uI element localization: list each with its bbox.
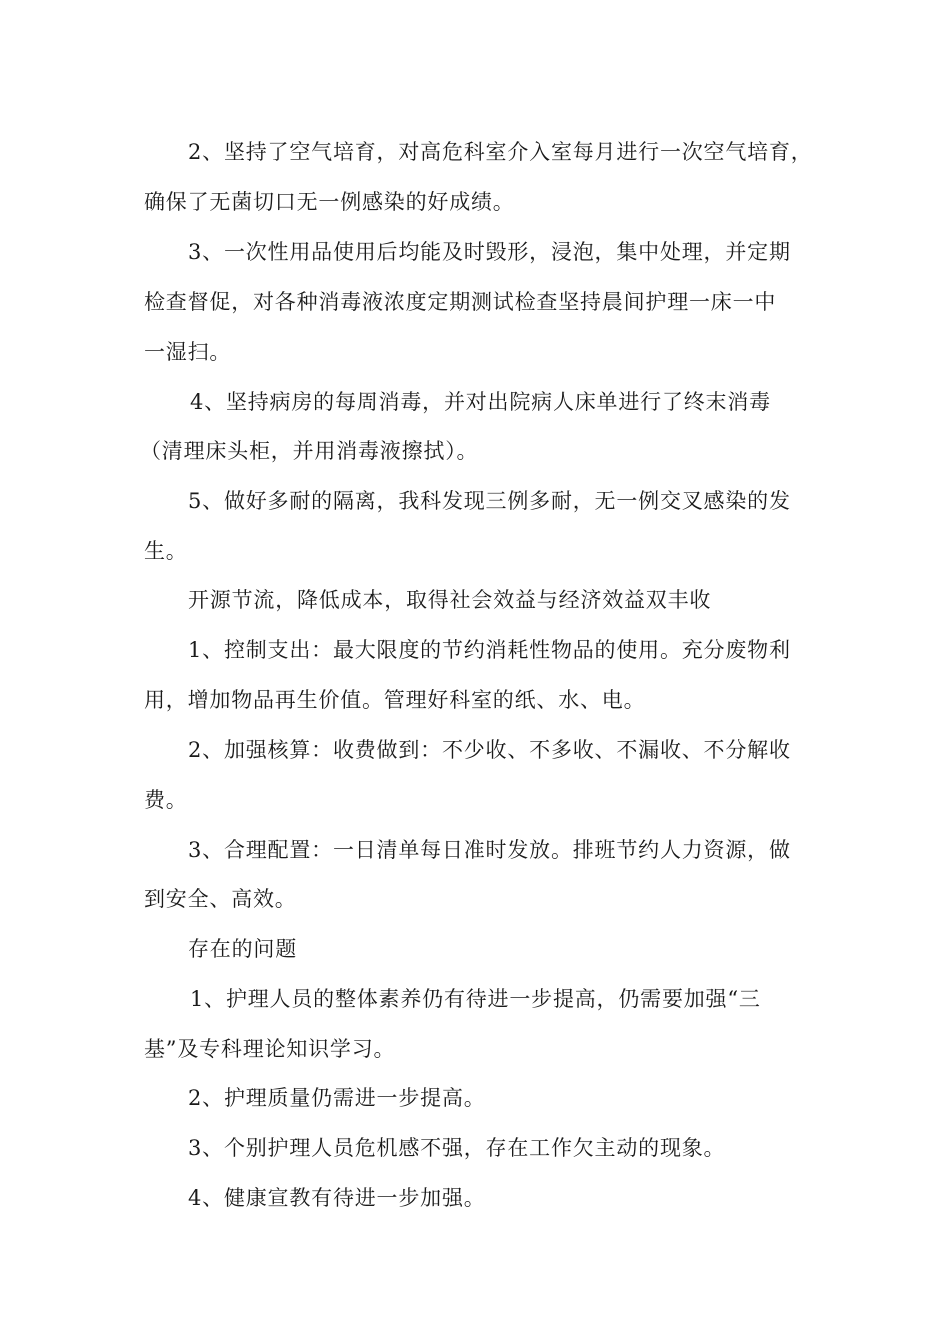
text-line: 一湿扫。: [144, 340, 232, 364]
text-line: 3、合理配置：一日清单每日准时发放。排班节约人力资源，做: [188, 838, 791, 862]
text-line: 3、个别护理人员危机感不强，存在工作欠主动的现象。: [188, 1136, 726, 1160]
text-line: 2、坚持了空气培育，对高危科室介入室每月进行一次空气培育，: [188, 140, 813, 164]
text-line: 2、护理质量仍需进一步提高。: [188, 1086, 486, 1110]
text-line: 4、坚持病房的每周消毒，并对出院病人床单进行了终末消毒: [190, 390, 771, 414]
text-line: 5、做好多耐的隔离，我科发现三例多耐，无一例交叉感染的发: [188, 489, 791, 513]
section-heading: 开源节流，降低成本，取得社会效益与经济效益双丰收: [188, 588, 712, 612]
text-line: 到安全、高效。: [144, 887, 297, 911]
section-heading: 存在的问题: [188, 937, 297, 961]
text-line: 确保了无菌切口无一例感染的好成绩。: [144, 190, 515, 214]
text-line: 2、加强核算：收费做到：不少收、不多收、不漏收、不分解收: [188, 738, 791, 762]
text-line: 基”及专科理论知识学习。: [144, 1037, 396, 1061]
text-line: 费。: [144, 788, 188, 812]
text-line: 生。: [144, 539, 188, 563]
text-line: 用，增加物品再生价值。管理好科室的纸、水、电。: [144, 688, 646, 712]
text-line: （清理床头柜，并用消毒液擦拭）。: [140, 439, 479, 463]
text-line: 3、一次性用品使用后均能及时毁形，浸泡，集中处理，并定期: [188, 240, 791, 264]
text-line: 4、健康宣教有待进一步加强。: [188, 1186, 486, 1210]
text-line: 检查督促，对各种消毒液浓度定期测试检查坚持晨间护理一床一中: [144, 290, 777, 314]
text-line: 1、控制支出：最大限度的节约消耗性物品的使用。充分废物利: [188, 638, 791, 662]
text-line: 1、护理人员的整体素养仍有待进一步提高，仍需要加强“三: [190, 987, 761, 1011]
